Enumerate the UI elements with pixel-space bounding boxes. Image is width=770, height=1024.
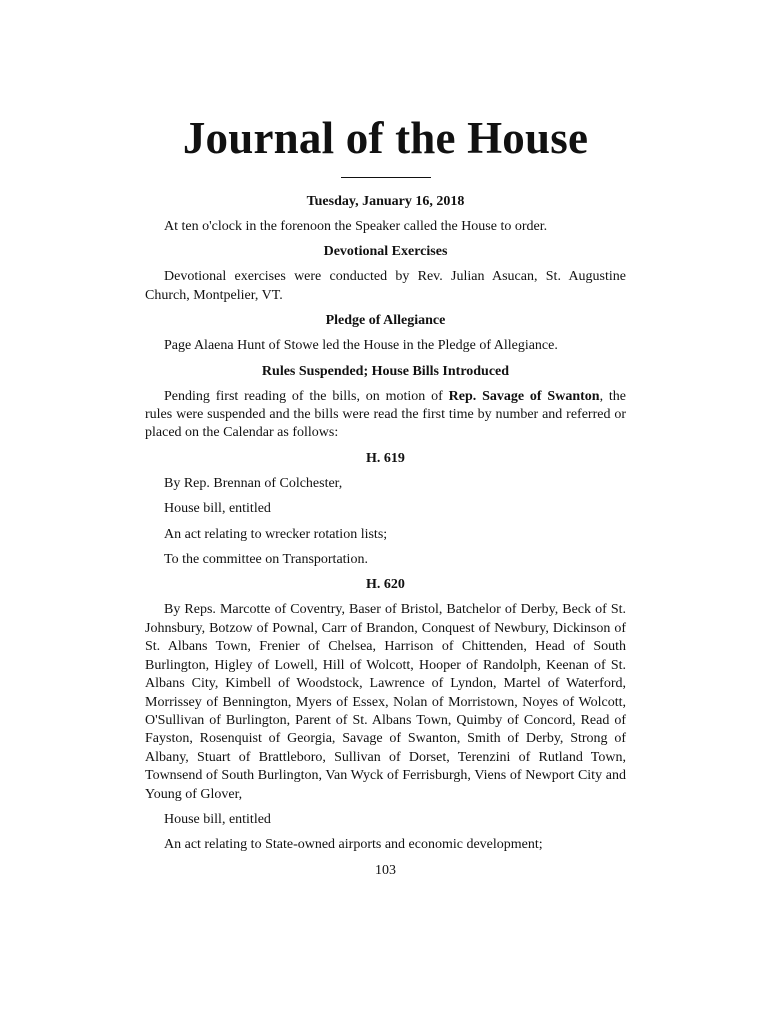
- pledge-heading: Pledge of Allegiance: [325, 313, 446, 329]
- bill-620-type: House bill, entitled: [164, 811, 271, 827]
- page-title: Journal of the House: [182, 113, 589, 163]
- motion-sponsor: Rep. Savage of Swanton: [448, 388, 600, 404]
- bill-620-sponsors: By Reps. Marcotte of Coventry, Baser of Bristol, Batchelor of Derby, Beck of St. Johnsbury, Botzow of Pownal, Carr of Brandon, Conquest of Newbury, Dickinson of St. Albans Town, Frenier of Chelsea, Harrison of Chittenden, Head of South Burlington, Higley of Lowell, Hill of Wolcott, Hooper of Randolph, Keenan of St. Albans City, Kimbell of Woodstock, Lawrence of Lyndon, Martel of Waterford, Morrissey of Bennington, Myers of Essex, Nolan of Morristown, Noyes of Wolcott, O'Sullivan of Burlington, Parent of St. Albans Town, Quimby of Concord, Read of Fayston, Rosenquist of Georgia, Savage of Swanton, Smith of Derby, Strong of Albany, Stuart of Brattleboro, Sullivan of Dorset, Terenzini of Rutland Town, Townsend of South Burlington, Van Wyck of Ferrisburgh, Viens of Newport City and Young of Glover,: [145, 602, 626, 802]
- rules-text: [145, 388, 626, 443]
- devotional-heading: Devotional Exercises: [323, 244, 448, 260]
- call-to-order-text: At ten o'clock in the forenoon the Speaker called the House to order.: [164, 219, 548, 234]
- journal-page: [145, 112, 626, 880]
- rules-heading: Rules Suspended; House Bills Introduced: [261, 363, 510, 379]
- session-date: Tuesday, January 16, 2018: [306, 194, 465, 209]
- devotional-text: Devotional exercises were conducted by Rev. Julian Asucan, St. Augustine Church, Montpelier, VT.: [145, 269, 626, 303]
- bill-620-number: H. 620: [366, 577, 405, 593]
- bill-619-type: House bill, entitled: [164, 501, 271, 517]
- bill-619-number: H. 619: [366, 450, 405, 466]
- bill-619-sponsor: By Rep. Brennan of Colchester,: [164, 475, 343, 491]
- pledge-text: Page Alaena Hunt of Stowe led the House in the Pledge of Allegiance.: [164, 338, 558, 354]
- rules-text-after: , the rules were suspended and the bills were read the first time by number and referred or placed on the Calendar as follows:: [145, 388, 627, 441]
- page-number: 103: [375, 862, 396, 878]
- bill-619-title: An act relating to wrecker rotation lists;: [164, 526, 388, 542]
- title-rule: [341, 177, 431, 178]
- bill-620-title: An act relating to State-owned airports and economic development;: [164, 837, 543, 853]
- bill-619-referral: To the committee on Transportation.: [164, 552, 368, 568]
- rules-text-before: Pending first reading of the bills, on motion of: [164, 388, 449, 404]
